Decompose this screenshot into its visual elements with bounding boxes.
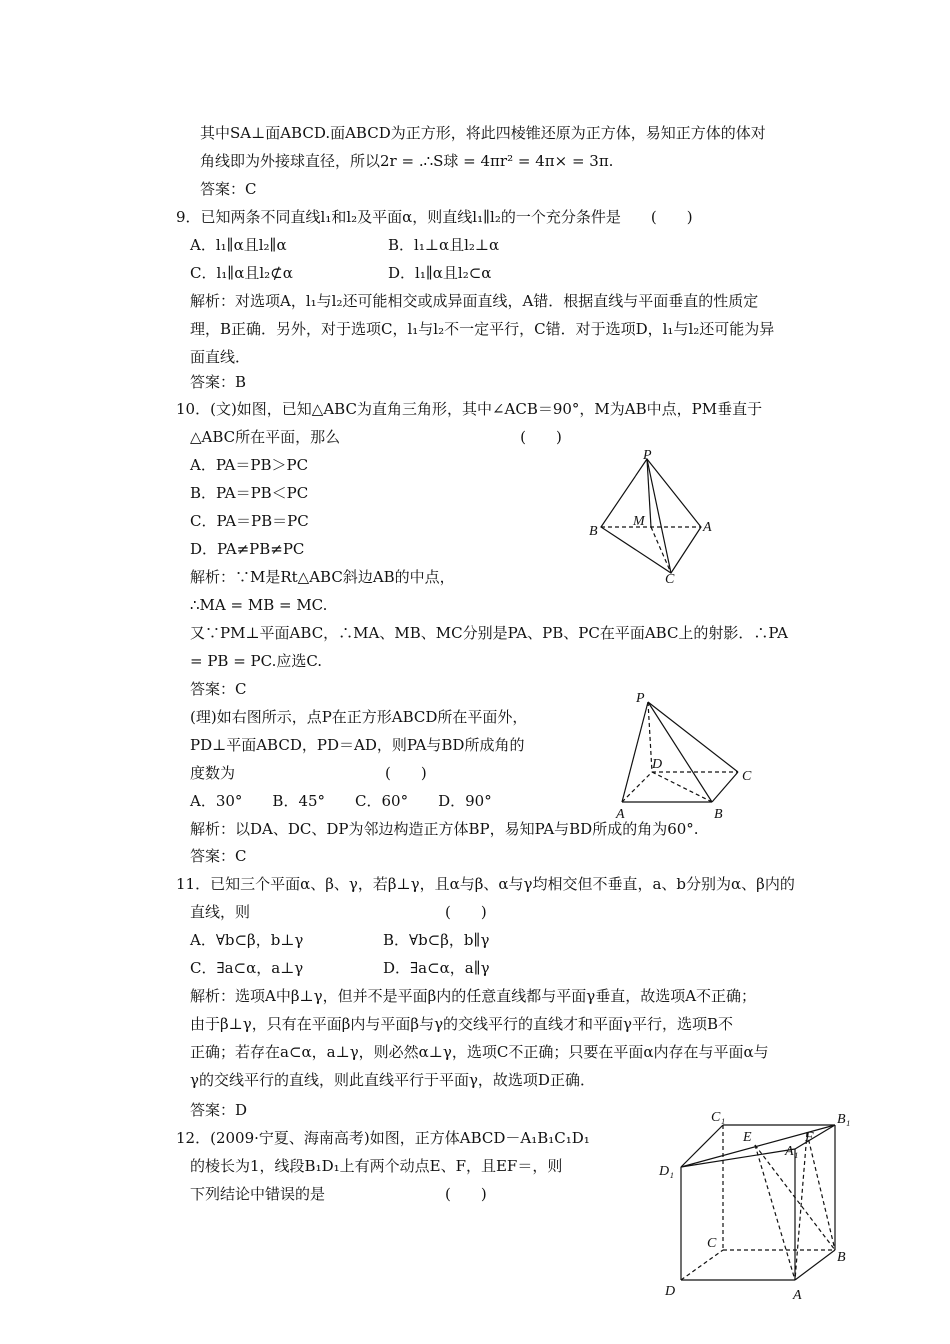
label-a: A — [703, 520, 712, 535]
label-d: D — [665, 1284, 676, 1299]
label-d1: D₁ — [659, 1164, 674, 1179]
text-line: 角线即为外接球直径，所以2r = .∴S球 = 4πr² = 4π× = 3π. — [200, 152, 614, 170]
option-d: D．∃a⊂α，a∥γ — [383, 959, 490, 977]
option-a: A．PA＝PB＞PC — [190, 456, 309, 474]
text-line: 其中SA⊥面ABCD.面ABCD为正方形，将此四棱锥还原为正方体，易知正方体的体对 — [200, 124, 766, 142]
analysis-line: = PB = PC.应选C. — [190, 652, 323, 670]
label-b: B — [714, 807, 723, 822]
answer-line: 答案：C — [190, 680, 247, 698]
analysis-line: 面直线． — [190, 348, 251, 366]
analysis-line: 解析：对选项A，l₁与l₂还可能相交或成异面直线，A错．根据直线与平面垂直的性质定 — [190, 292, 759, 310]
label-c1: C₁ — [711, 1110, 726, 1125]
question-10-li: PD⊥平面ABCD，PD＝AD，则PA与BD所成角的 — [190, 736, 525, 754]
analysis-line: 解析：∵M是Rt△ABC斜边AB的中点， — [190, 568, 455, 586]
question-10-li: 度数为 ( ) — [190, 764, 427, 782]
option-c: C．∃a⊂α，a⊥γ — [190, 959, 304, 977]
analysis-line: 解析：以DA、DC、DP为邻边构造正方体BP，易知PA与BD所成的角为60°. — [190, 820, 699, 838]
analysis-line: γ的交线平行的直线，则此直线平行于平面γ，故选项D正确． — [190, 1071, 595, 1089]
pyramid-figure — [585, 445, 715, 585]
answer-line: 答案：B — [190, 373, 247, 391]
question-12-cont: 的棱长为1，线段B₁D₁上有两个动点E、F，且EF＝，则 — [190, 1157, 563, 1175]
option-d: D．PA≠PB≠PC — [190, 540, 305, 558]
label-b: B — [837, 1250, 846, 1265]
square-pyramid-figure — [610, 690, 760, 825]
answer-line: 答案：C — [200, 180, 257, 198]
option-b: B．l₁⊥α且l₂⊥α — [388, 236, 500, 254]
question-12-cont: 下列结论中错误的是 ( ) — [190, 1185, 487, 1203]
label-b: B — [589, 524, 598, 539]
label-a: A — [793, 1288, 802, 1303]
label-c: C — [707, 1236, 717, 1251]
analysis-line: 理，B正确．另外，对于选项C，l₁与l₂不一定平行，C错．对于选项D，l₁与l₂还可能为异 — [190, 320, 775, 338]
cube-figure — [655, 1105, 855, 1305]
label-c: C — [665, 572, 675, 585]
option-c: C．l₁∥α且l₂⊄α — [190, 264, 293, 282]
label-b1: B₁ — [837, 1112, 851, 1127]
analysis-line: ∴MA = MB = MC. — [190, 596, 328, 614]
option-b: B．PA＝PB＜PC — [190, 484, 309, 502]
option-a: A．∀b⊂β，b⊥γ — [190, 931, 304, 949]
options-row: A．30° B．45° C．60° D．90° — [190, 792, 492, 810]
question-11-cont: 直线，则 ( ) — [190, 903, 487, 921]
label-m: M — [633, 514, 645, 529]
label-f: F — [805, 1130, 814, 1145]
question-10: 10．(文)如图，已知△ABC为直角三角形，其中∠ACB＝90°，M为AB中点，PM垂直于 — [176, 400, 763, 418]
analysis-line: 正确；若存在a⊂α，a⊥γ，则必然α⊥γ，选项C不正确；只要在平面α内存在与平面α与 — [190, 1043, 769, 1061]
label-e: E — [743, 1130, 752, 1145]
label-d: D — [652, 757, 663, 772]
label-c: C — [742, 769, 752, 784]
label-p: P — [636, 691, 645, 706]
label-a: A — [616, 807, 625, 822]
analysis-line: 由于β⊥γ，只有在平面β内与平面β与γ的交线平行的直线才和平面γ平行，选项B不 — [190, 1015, 734, 1033]
label-p: P — [643, 448, 652, 463]
option-d: D．l₁∥α且l₂⊂α — [388, 264, 492, 282]
question-9: 9．已知两条不同直线l₁和l₂及平面α，则直线l₁∥l₂的一个充分条件是 ( ) — [176, 208, 693, 226]
analysis-line: 又∵PM⊥平面ABC，∴MA、MB、MC分别是PA、PB、PC在平面ABC上的射影．∴PA — [190, 624, 788, 642]
label-a1: A₁ — [785, 1144, 799, 1159]
question-12: 12．(2009·宁夏、海南高考)如图，正方体ABCD－A₁B₁C₁D₁ — [176, 1129, 590, 1147]
answer-line: 答案：D — [190, 1101, 248, 1119]
question-11: 11．已知三个平面α、β、γ，若β⊥γ，且α与β、α与γ均相交但不垂直，a、b分别为α、β内的 — [176, 875, 795, 893]
option-c: C．PA＝PB＝PC — [190, 512, 309, 530]
question-10-li: (理)如右图所示，点P在正方形ABCD所在平面外， — [190, 708, 528, 726]
analysis-line: 解析：选项A中β⊥γ，但并不是平面β内的任意直线都与平面γ垂直，故选项A不正确； — [190, 987, 757, 1005]
question-10-cont: △ABC所在平面，那么 ( ) — [190, 428, 562, 446]
option-b: B．∀b⊂β，b∥γ — [383, 931, 490, 949]
answer-line: 答案：C — [190, 847, 247, 865]
option-a: A．l₁∥α且l₂∥α — [190, 236, 287, 254]
